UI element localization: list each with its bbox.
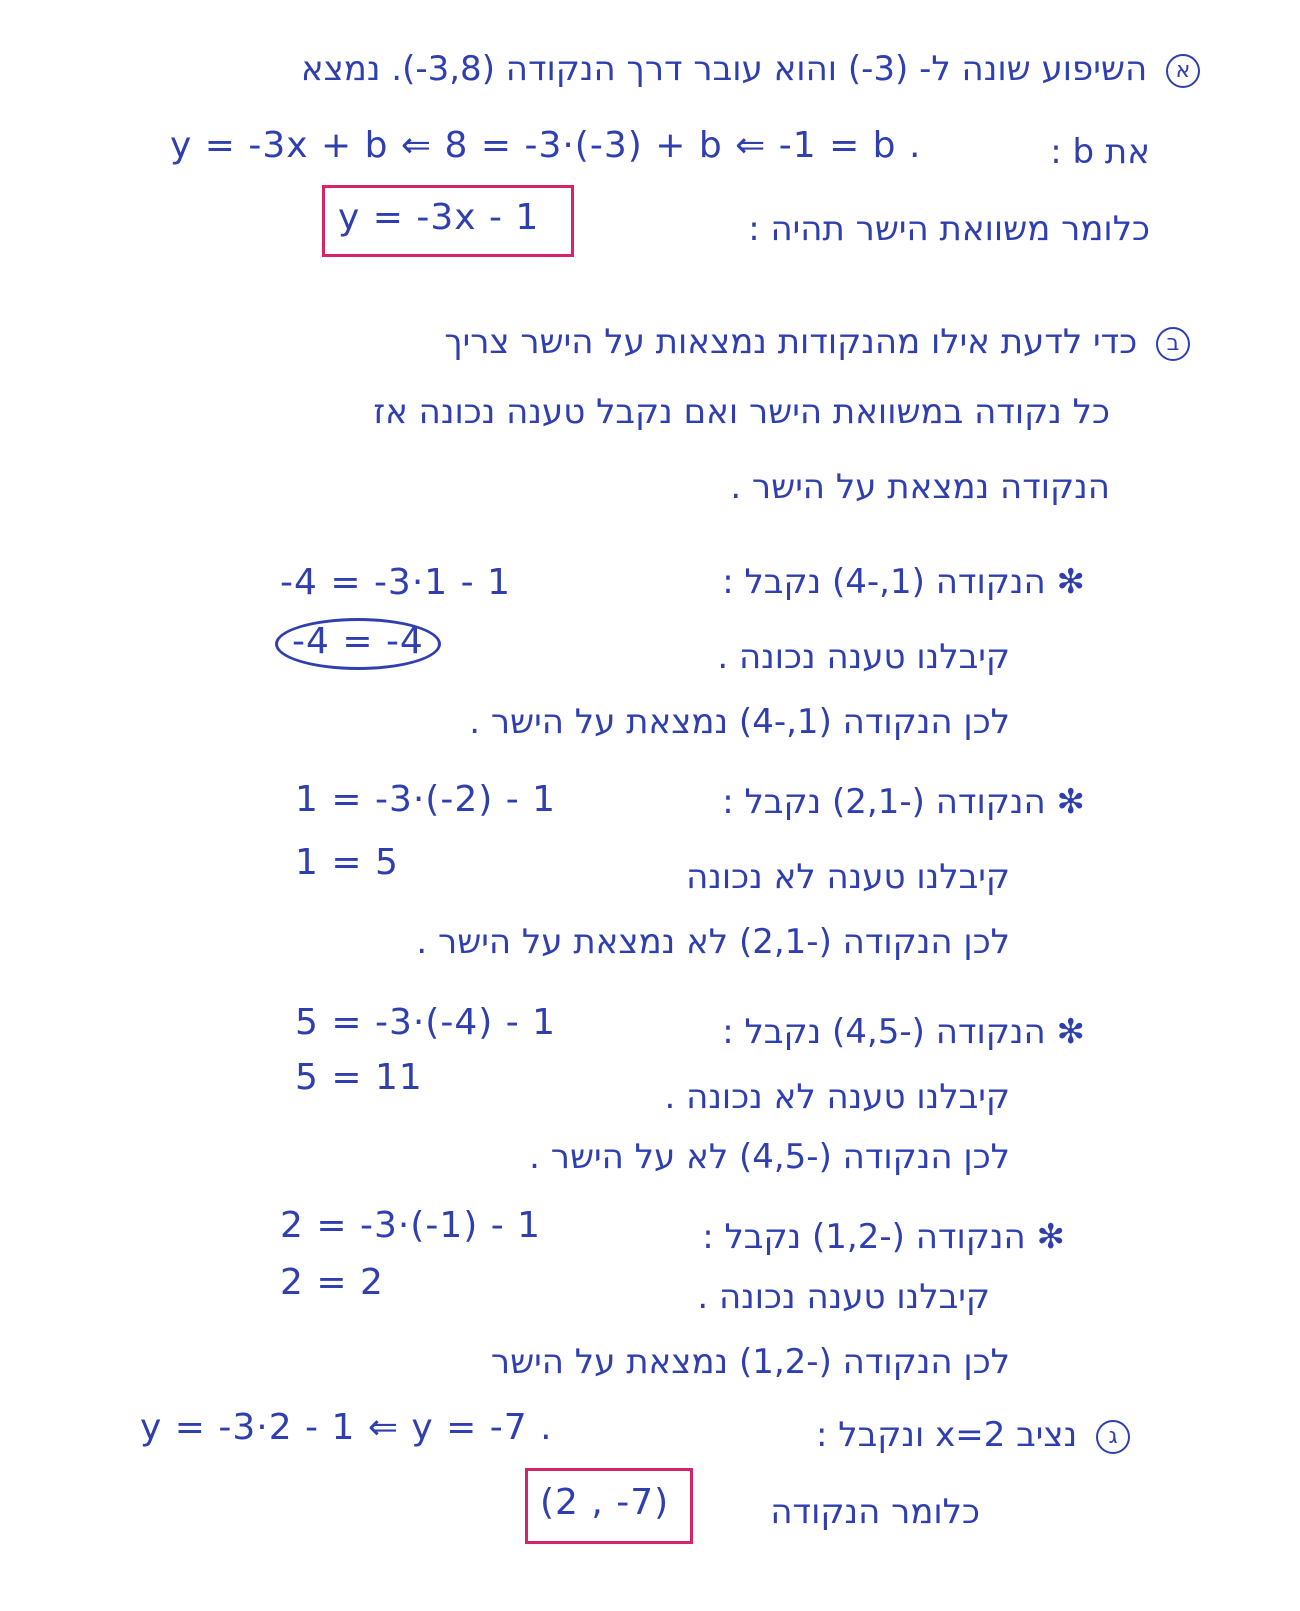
point-4-result-2: לכן הנקודה (-1,2) נמצאת על הישר <box>490 1342 1010 1382</box>
part-a-line-1 <box>300 49 1200 89</box>
part-a-text-1: השיפוע שונה ל- (3-) והוא עובר דרך הנקודה (3,8-). נמצא <box>300 49 1148 89</box>
point-1-result-1: קיבלנו טענה נכונה . <box>717 637 1010 677</box>
part-a-line-2-math: y = -3x + b ⇐ 8 = -3·(-3) + b ⇐ -1 = b . <box>170 125 922 166</box>
part-c-label-text: נציב x=2 ונקבל : <box>816 1415 1078 1455</box>
point-2-eq-2: 1 = 5 <box>295 842 399 883</box>
point-1-result-2: לכן הנקודה (1,-4) נמצאת על הישר . <box>469 702 1010 742</box>
point-1-eq-2: -4 = -4 <box>292 621 424 662</box>
point-4-head-text: הנקודה (-1,2) נקבל : <box>702 1217 1026 1257</box>
point-2-head-text: הנקודה (-2,1) נקבל : <box>722 782 1046 822</box>
point-3-result-2: לכן הנקודה (-4,5) לא על הישר . <box>529 1137 1010 1177</box>
part-a-line-3-label: כלומר משוואת הישר תהיה : <box>748 209 1150 249</box>
point-4-eq-1: 2 = -3·(-1) - 1 <box>280 1205 542 1246</box>
point-2-result-2: לכן הנקודה (-2,1) לא נמצאת על הישר . <box>416 922 1010 962</box>
point-1-star-icon: ✻ <box>1056 562 1085 602</box>
part-a-answer: y = -3x - 1 <box>338 197 540 238</box>
point-2-head <box>722 782 1085 822</box>
point-3-star-icon: ✻ <box>1056 1012 1085 1052</box>
part-c-line-1-math: y = -3·2 - 1 ⇐ y = -7 . <box>140 1407 553 1448</box>
point-3-result-1: קיבלנו טענה לא נכונה . <box>664 1077 1010 1117</box>
point-3-eq-2: 5 = 11 <box>295 1057 423 1098</box>
point-2-eq-1: 1 = -3·(-2) - 1 <box>295 779 557 820</box>
point-1-eq-1: -4 = -3·1 - 1 <box>280 562 511 603</box>
part-b-intro-1-text: כדי לדעת אילו מהנקודות נמצאות על הישר צריך <box>444 322 1138 362</box>
point-4-eq-2: 2 = 2 <box>280 1262 384 1303</box>
part-c-line-1-label <box>816 1415 1130 1455</box>
part-a-line-2-label: את b : <box>1050 132 1150 172</box>
part-b-intro-2: כל נקודה במשוואת הישר ואם נקבל טענה נכונה אז <box>373 392 1110 432</box>
part-c-line-2-label: כלומר הנקודה <box>770 1492 980 1532</box>
part-b-intro-3: הנקודה נמצאת על הישר . <box>730 467 1110 507</box>
part-b-marker: ב <box>1156 327 1190 361</box>
point-3-head-text: הנקודה (-4,5) נקבל : <box>722 1012 1046 1052</box>
point-2-star-icon: ✻ <box>1056 782 1085 822</box>
part-c-marker: ג <box>1096 1420 1130 1454</box>
point-1-head-text: הנקודה (1,-4) נקבל : <box>722 562 1046 602</box>
part-b-intro-1 <box>444 322 1190 362</box>
part-a-marker: א <box>1166 54 1200 88</box>
point-4-head <box>702 1217 1065 1257</box>
point-2-result-1: קיבלנו טענה לא נכונה <box>686 857 1010 897</box>
point-1-head <box>722 562 1085 602</box>
part-c-answer: (2 , -7) <box>540 1482 670 1523</box>
point-3-head <box>722 1012 1085 1052</box>
point-4-result-1: קיבלנו טענה נכונה . <box>697 1277 990 1317</box>
point-3-eq-1: 5 = -3·(-4) - 1 <box>295 1002 557 1043</box>
point-4-star-icon: ✻ <box>1036 1217 1065 1257</box>
